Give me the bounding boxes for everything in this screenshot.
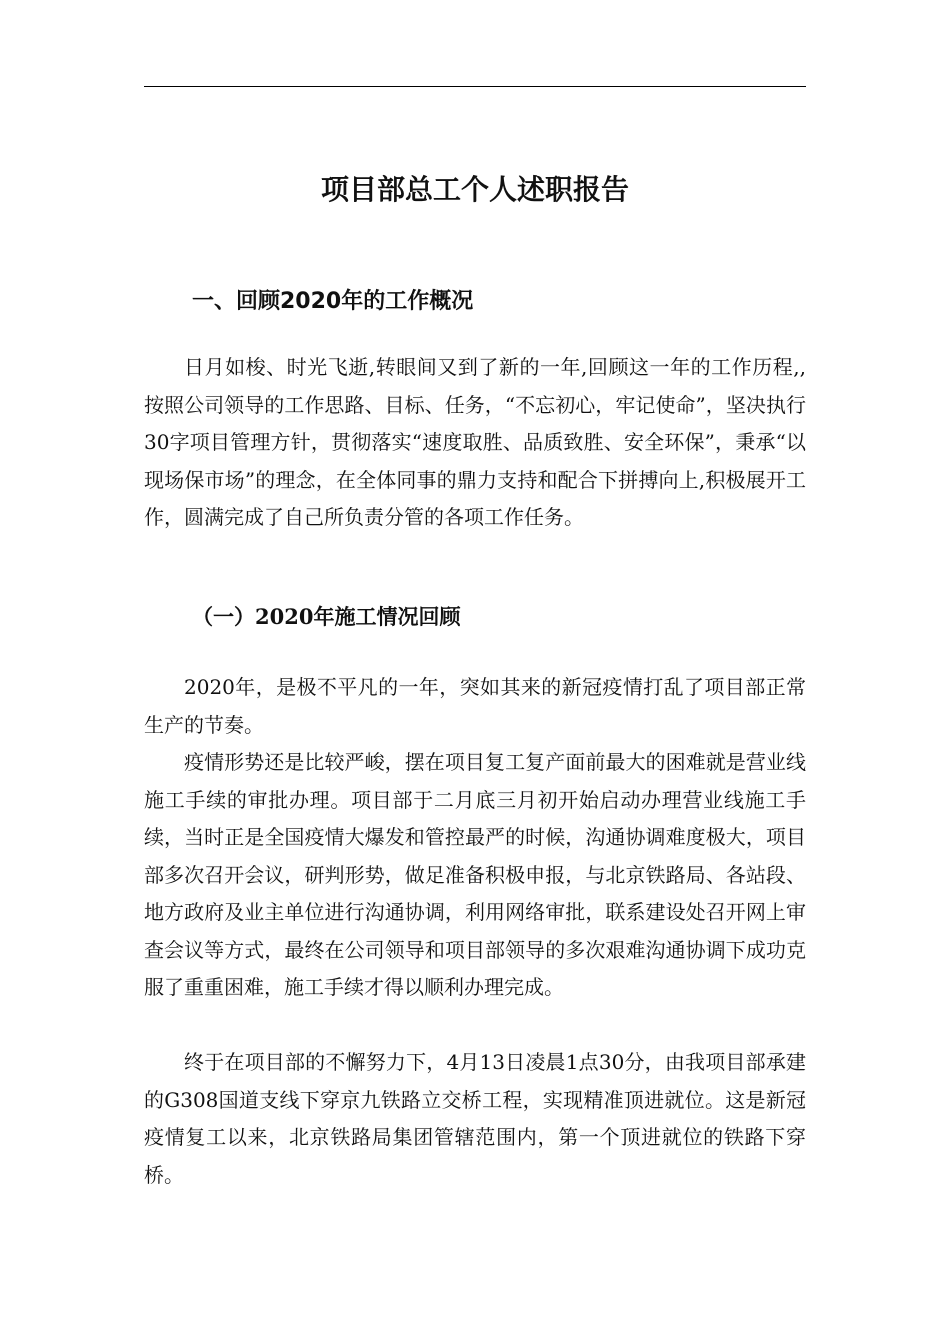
document-title: 项目部总工个人述职报告 [320,173,629,206]
body-paragraph-3: 终于在项目部的不懈努力下，4月13日凌晨1点30分，由我项目部承建的G308国道支线下穿京九铁路立交桥工程，实现精准顶进就位。这是新冠疫情复工以来，北京铁路局集团管辖范围内，第一个顶进就位的铁路下穿桥。 [144,1050,806,1187]
section-heading-review: 一、回顾2020年的工作概况 [192,289,474,314]
subsection-heading-construction: （一）2020年施工情况回顾 [192,604,461,629]
header-rule [144,86,806,87]
body-paragraph-1: 2020年，是极不平凡的一年，突如其来的新冠疫情打乱了项目部正常生产的节奏。 [144,675,806,737]
intro-paragraph: 日月如梭、时光飞逝,转眼间又到了新的一年,回顾这一年的工作历程,,按照公司领导的工作思路、目标、任务，“不忘初心，牢记使命”，坚决执行30字项目管理方针，贯彻落实“速度取胜、品质致胜、安全环保”，秉承“以现场保市场”的理念，在全体同事的鼎力支持和配合下拼搏向上,积极展开工作，圆满完成了自己所负责分管的各项工作任务。 [144,355,806,529]
body-paragraph-2: 疫情形势还是比较严峻，摆在项目复工复产面前最大的困难就是营业线施工手续的审批办理。项目部于二月底三月初开始启动办理营业线施工手续，当时正是全国疫情大爆发和管控最严的时候，沟通协调难度极大，项目部多次召开会议，研判形势，做足准备积极申报，与北京铁路局、各站段、地方政府及业主单位进行沟通协调，利用网络审批，联系建设处召开网上审查会议等方式，最终在公司领导和项目部领导的多次艰难沟通协调下成功克服了重重困难，施工手续才得以顺利办理完成。 [144,750,806,999]
